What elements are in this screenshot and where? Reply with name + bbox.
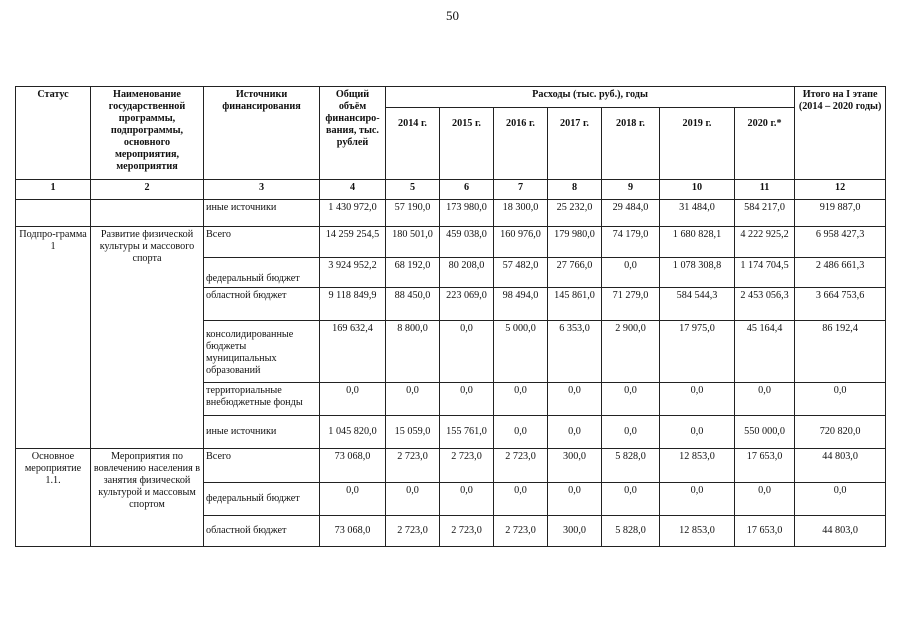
value-cell: 0,0 <box>735 383 795 416</box>
value-cell: 57 190,0 <box>386 200 440 227</box>
value-cell: 80 208,0 <box>440 258 494 288</box>
header-status: Статус <box>16 87 91 180</box>
value-cell: 12 853,0 <box>660 449 735 483</box>
value-cell: 45 164,4 <box>735 321 795 383</box>
column-number: 5 <box>386 180 440 200</box>
table-row <box>16 449 886 483</box>
header-itogo: Итого на I этапе (2014 – 2020 годы) <box>795 87 886 180</box>
value-cell: 15 059,0 <box>386 416 440 449</box>
value-cell: 0,0 <box>602 483 660 516</box>
value-cell: 584 544,3 <box>660 288 735 321</box>
value-cell: 0,0 <box>795 483 886 516</box>
value-cell: 0,0 <box>440 383 494 416</box>
value-cell: 4 222 925,2 <box>735 227 795 258</box>
value-cell: 27 766,0 <box>548 258 602 288</box>
value-cell: 0,0 <box>602 258 660 288</box>
value-cell: 2 723,0 <box>386 516 440 547</box>
value-cell: 6 958 427,3 <box>795 227 886 258</box>
value-cell: 0,0 <box>548 416 602 449</box>
value-cell: 0,0 <box>660 416 735 449</box>
source-label: иные источники <box>204 200 320 227</box>
value-cell: 0,0 <box>795 383 886 416</box>
subprogram-status: Подпро-грамма 1 <box>16 227 91 449</box>
column-number: 1 <box>16 180 91 200</box>
value-cell: 18 300,0 <box>494 200 548 227</box>
value-cell: 44 803,0 <box>795 449 886 483</box>
source-label: консолидированные бюджеты муниципальных образований <box>204 321 320 383</box>
source-label: Всего <box>204 449 320 483</box>
value-cell: 17 653,0 <box>735 516 795 547</box>
value-cell: 31 484,0 <box>660 200 735 227</box>
value-cell: 73 068,0 <box>320 449 386 483</box>
value-cell: 73 068,0 <box>320 516 386 547</box>
source-label: федеральный бюджет <box>204 483 320 516</box>
value-cell: 550 000,0 <box>735 416 795 449</box>
value-cell: 71 279,0 <box>602 288 660 321</box>
value-cell: 0,0 <box>660 383 735 416</box>
value-cell: 300,0 <box>548 516 602 547</box>
value-cell: 1 078 308,8 <box>660 258 735 288</box>
table-row <box>16 227 886 258</box>
page-number: 50 <box>446 8 459 23</box>
value-cell: 44 803,0 <box>795 516 886 547</box>
header-year: 2019 г. <box>660 108 735 180</box>
value-cell: 3 924 952,2 <box>320 258 386 288</box>
main-event-status: Основное мероприятие 1.1. <box>16 449 91 547</box>
source-label: территориальные внебюджетные фонды <box>204 383 320 416</box>
value-cell: 0,0 <box>320 483 386 516</box>
value-cell: 0,0 <box>548 383 602 416</box>
value-cell: 2 723,0 <box>386 449 440 483</box>
value-cell: 5 828,0 <box>602 516 660 547</box>
value-cell: 88 450,0 <box>386 288 440 321</box>
value-cell: 0,0 <box>548 483 602 516</box>
column-number: 8 <box>548 180 602 200</box>
source-label: областной бюджет <box>204 516 320 547</box>
value-cell: 720 820,0 <box>795 416 886 449</box>
value-cell: 223 069,0 <box>440 288 494 321</box>
source-label: областной бюджет <box>204 288 320 321</box>
table-row <box>16 200 886 227</box>
value-cell: 98 494,0 <box>494 288 548 321</box>
value-cell: 459 038,0 <box>440 227 494 258</box>
value-cell: 1 174 704,5 <box>735 258 795 288</box>
value-cell: 5 000,0 <box>494 321 548 383</box>
value-cell: 0,0 <box>735 483 795 516</box>
column-number: 11 <box>735 180 795 200</box>
column-number: 12 <box>795 180 886 200</box>
value-cell: 2 900,0 <box>602 321 660 383</box>
value-cell: 8 800,0 <box>386 321 440 383</box>
column-number: 6 <box>440 180 494 200</box>
value-cell: 300,0 <box>548 449 602 483</box>
header-year: 2020 г.* <box>735 108 795 180</box>
value-cell: 1 045 820,0 <box>320 416 386 449</box>
header-row <box>16 87 886 108</box>
value-cell: 145 861,0 <box>548 288 602 321</box>
column-number: 10 <box>660 180 735 200</box>
value-cell: 2 723,0 <box>440 516 494 547</box>
value-cell: 1 680 828,1 <box>660 227 735 258</box>
value-cell: 584 217,0 <box>735 200 795 227</box>
header-year: 2014 г. <box>386 108 440 180</box>
value-cell: 2 723,0 <box>494 449 548 483</box>
value-cell: 180 501,0 <box>386 227 440 258</box>
value-cell: 2 723,0 <box>494 516 548 547</box>
value-cell: 0,0 <box>386 483 440 516</box>
value-cell: 57 482,0 <box>494 258 548 288</box>
value-cell: 155 761,0 <box>440 416 494 449</box>
value-cell: 0,0 <box>602 383 660 416</box>
value-cell: 0,0 <box>494 483 548 516</box>
value-cell: 86 192,4 <box>795 321 886 383</box>
value-cell: 0,0 <box>494 383 548 416</box>
value-cell: 0,0 <box>494 416 548 449</box>
value-cell: 0,0 <box>602 416 660 449</box>
column-number: 2 <box>91 180 204 200</box>
value-cell: 0,0 <box>660 483 735 516</box>
column-number: 9 <box>602 180 660 200</box>
column-number-row <box>16 180 886 200</box>
value-cell: 14 259 254,5 <box>320 227 386 258</box>
value-cell: 12 853,0 <box>660 516 735 547</box>
value-cell: 0,0 <box>440 483 494 516</box>
value-cell: 17 975,0 <box>660 321 735 383</box>
source-label: иные источники <box>204 416 320 449</box>
column-number: 4 <box>320 180 386 200</box>
value-cell: 5 828,0 <box>602 449 660 483</box>
header-year: 2016 г. <box>494 108 548 180</box>
value-cell: 3 664 753,6 <box>795 288 886 321</box>
value-cell: 2 486 661,3 <box>795 258 886 288</box>
source-label: Всего <box>204 227 320 258</box>
column-number: 3 <box>204 180 320 200</box>
value-cell: 17 653,0 <box>735 449 795 483</box>
value-cell: 179 980,0 <box>548 227 602 258</box>
subprogram-name: Развитие физической культуры и массового спорта <box>91 227 204 449</box>
value-cell: 173 980,0 <box>440 200 494 227</box>
header-total: Общий объём финансиро-вания, тыс. рублей <box>320 87 386 180</box>
header-sources: Источники финансирования <box>204 87 320 180</box>
value-cell: 2 453 056,3 <box>735 288 795 321</box>
value-cell: 919 887,0 <box>795 200 886 227</box>
header-year: 2015 г. <box>440 108 494 180</box>
header-name: Наименование государственной программы, подпрограммы, основного мероприятия, мероприятия <box>91 87 204 180</box>
value-cell: 0,0 <box>320 383 386 416</box>
value-cell: 6 353,0 <box>548 321 602 383</box>
value-cell: 2 723,0 <box>440 449 494 483</box>
value-cell: 169 632,4 <box>320 321 386 383</box>
source-label: федеральный бюджет <box>204 258 320 288</box>
value-cell: 9 118 849,9 <box>320 288 386 321</box>
value-cell: 29 484,0 <box>602 200 660 227</box>
value-cell: 0,0 <box>386 383 440 416</box>
value-cell: 160 976,0 <box>494 227 548 258</box>
header-year: 2017 г. <box>548 108 602 180</box>
value-cell: 68 192,0 <box>386 258 440 288</box>
main-event-name: Мероприятия по вовлечению населения в занятия физической культурой и массовым спортом <box>91 449 204 547</box>
value-cell: 0,0 <box>440 321 494 383</box>
value-cell: 25 232,0 <box>548 200 602 227</box>
header-year: 2018 г. <box>602 108 660 180</box>
value-cell: 1 430 972,0 <box>320 200 386 227</box>
header-expenses: Расходы (тыс. руб.), годы <box>386 87 795 108</box>
budget-table <box>15 86 886 547</box>
column-number: 7 <box>494 180 548 200</box>
value-cell: 74 179,0 <box>602 227 660 258</box>
